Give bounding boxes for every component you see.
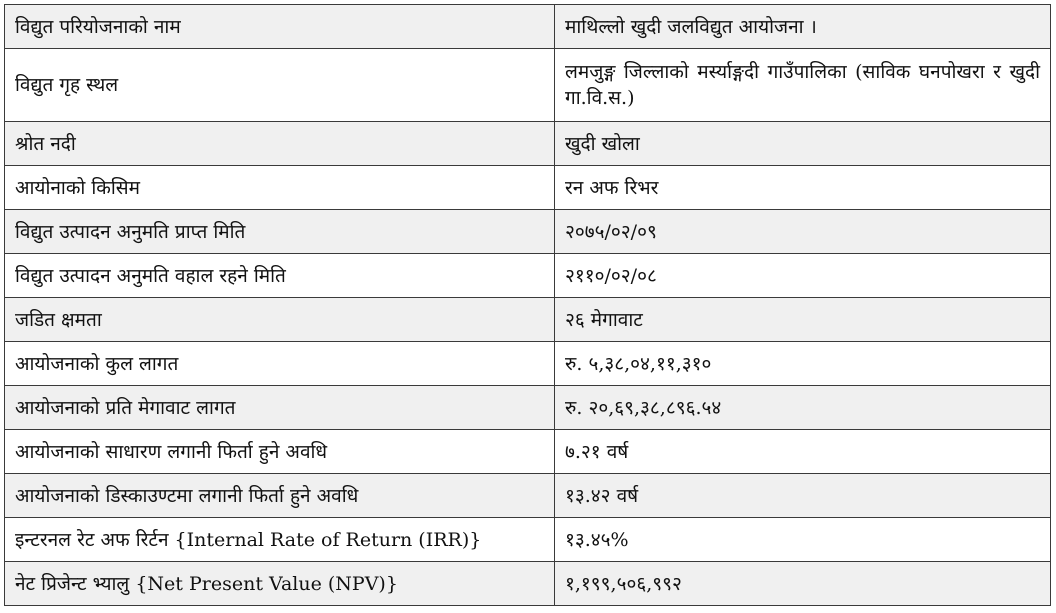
row-value: ७.२१ वर्ष: [555, 430, 1051, 474]
row-value: १३.४५%: [555, 518, 1051, 562]
row-value: लमजुङ्ग जिल्लाको मर्स्याङ्गदी गाउँपालिका (साविक घनपोखरा र खुदी गा.वि.स.): [555, 49, 1051, 122]
project-info-table: [4, 4, 1051, 606]
row-label: श्रोत नदी: [5, 122, 555, 166]
table-row-source-river: [5, 122, 1051, 166]
table-row-installed-capacity: [5, 298, 1051, 342]
row-label: नेट प्रिजेन्ट भ्यालु {Net Present Value (NPV)}: [5, 562, 555, 606]
row-label: आयोजनाको कुल लागत: [5, 342, 555, 386]
table-row-project-name: [5, 5, 1051, 49]
table-row-project-type: [5, 166, 1051, 210]
row-label: आयोजनाको साधारण लगानी फिर्ता हुने अवधि: [5, 430, 555, 474]
table-row-npv: [5, 562, 1051, 606]
row-value: रु. २०,६९,३८,८९६.५४: [555, 386, 1051, 430]
row-label: आयोजनाको प्रति मेगावाट लागत: [5, 386, 555, 430]
table-row-powerhouse-site: [5, 49, 1051, 122]
row-label: विद्युत गृह स्थल: [5, 49, 555, 122]
row-label: आयोजनाको डिस्काउण्टमा लगानी फिर्ता हुने अवधि: [5, 474, 555, 518]
row-value: २६ मेगावाट: [555, 298, 1051, 342]
table-row-license-date: [5, 210, 1051, 254]
row-value: रु. ५,३८,०४,११,३१०: [555, 342, 1051, 386]
table-row-license-validity: [5, 254, 1051, 298]
project-info-document: [4, 4, 1050, 606]
row-label: विद्युत परियोजनाको नाम: [5, 5, 555, 49]
table-row-discounted-payback: [5, 474, 1051, 518]
row-value: २११०/०२/०८: [555, 254, 1051, 298]
row-value: माथिल्लो खुदी जलविद्युत आयोजना ।: [555, 5, 1051, 49]
row-label: आयोनाको किसिम: [5, 166, 555, 210]
row-label: विद्युत उत्पादन अनुमति वहाल रहने मिति: [5, 254, 555, 298]
row-value: खुदी खोला: [555, 122, 1051, 166]
row-value: १३.४२ वर्ष: [555, 474, 1051, 518]
row-label: जडित क्षमता: [5, 298, 555, 342]
table-row-total-cost: [5, 342, 1051, 386]
table-row-cost-per-megawatt: [5, 386, 1051, 430]
row-label: विद्युत उत्पादन अनुमति प्राप्त मिति: [5, 210, 555, 254]
table-row-irr: [5, 518, 1051, 562]
row-value: १,१९९,५०६,९९२: [555, 562, 1051, 606]
row-value: रन अफ रिभर: [555, 166, 1051, 210]
row-label: इन्टरनल रेट अफ रिर्टन {Internal Rate of Return (IRR)}: [5, 518, 555, 562]
table-row-simple-payback: [5, 430, 1051, 474]
row-value: २०७५/०२/०९: [555, 210, 1051, 254]
